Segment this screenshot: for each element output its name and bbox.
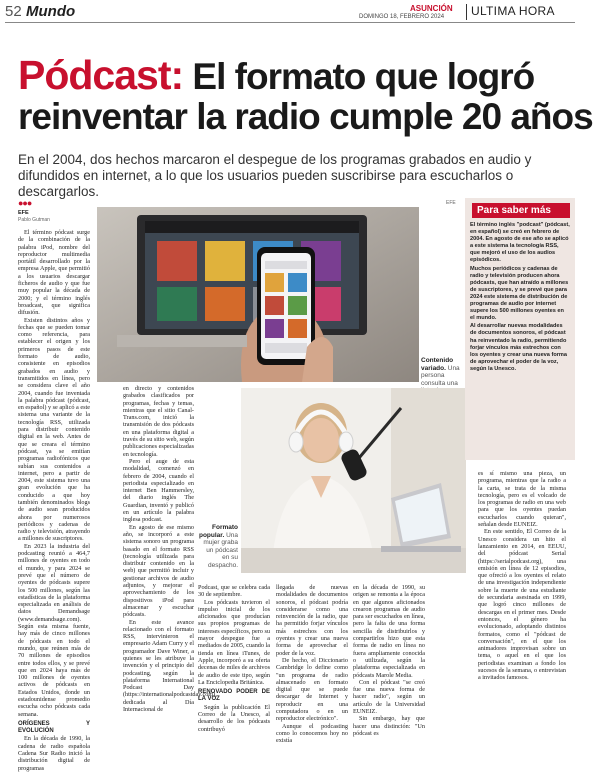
photo-woman-recording [241, 388, 466, 573]
photo2-caption-title: Formato popular. [198, 524, 238, 539]
page-number: 52 [5, 3, 22, 20]
section-name: Mundo [26, 3, 76, 20]
header-divider [466, 4, 467, 20]
article-column-5 [353, 584, 425, 737]
paragraph: es sí mismo una pieza, un programa, mientras que la radio a la carta, se trata de la misma tecnología, pero es el volcado de los programas de radio en una web para que los oyentes puedan escucharlos cuando quieran", señalan desde EUNEIZ. [478, 470, 566, 529]
paragraph: en directo y contenidos grabados clasificados por programas, fechas y temas, mientras que el sitio Canal-Trans.com, inició la transmisión de dos pódcasts en una plataforma digital a través de su sitio web, según publicaciones especializadas en tecnología. [123, 385, 194, 458]
red-dots-ornament: ●●● [18, 198, 32, 208]
article-column-6 [478, 470, 566, 682]
woman-podcast-illustration [241, 388, 466, 573]
sidebar-text [470, 222, 570, 374]
paragraph: En la década de 1990, la cadena de radio española Cadena Sur Radio inició la distribución digital de programas [18, 735, 90, 772]
paragraph: Según la publicación El Correo de la Unesco, al desarrollo de los pódcasts contribuyó [198, 703, 270, 733]
paragraph: llegada de nuevas modalidades de documentos sonoros, el pódcast podría considerarse como una reinvención de la radio, que ha permitido forjar vínculos más estrechos con los oyentes y crear una nueva forma de aprovechar el poder de la voz. [276, 584, 348, 657]
photo-credit: EFE [446, 200, 456, 206]
paragraph: Sin embargo, hay que hacer una distinción: "Un pódcast es [353, 715, 425, 737]
photo1-caption-title: Contenido variado. [421, 357, 454, 372]
photo-podcast-phone [97, 207, 419, 382]
paragraph: En agosto de ese mismo año, se incorporó a este sistema sonoro un programa basado en el formato RSS (tecnología utilizada para distribuir contenido en la web) que permitió incluir y gestionar archivos de audio adjuntos, y mejorar el aprovechamiento de los dispositivos iPod para almacenar y escuchar pódcasts. [123, 523, 194, 619]
paragraph: El término pódcast surge de la combinación de la palabra iPod, nombre del reproductor multimedia portátil desarrollado por la empresa Apple, que permitió a los usuarios descargar ficheros de audio y que fue muy popular la década de 2000; y el término inglés broadcast, que significa difusión. [18, 229, 90, 317]
sidebar-paragraph: Al desarrollar nuevas modalidades de documentos sonoros, el pódcast ha reinventado la radio, permitiendo forjar vínculos más estrechos con los oyentes y crear una nueva forma de aprovechar el poder de la voz, según la Unesco. [470, 323, 567, 372]
headline-line2: reinventar la radio cumple 20 años [18, 96, 593, 137]
paragraph: Pero el auge de esta modalidad, comenzó en febrero de 2004, cuando el periodista especializado en internet Ben Hammersley, del diario inglés The Guardian, inventó y publicó en un artículo la palabra inglesa podcast. [123, 457, 194, 524]
phone-tablet-illustration [97, 207, 419, 382]
headline-highlight: Pódcast: [18, 52, 184, 98]
paragraph: Con el pódcast "se creó fue una nueva forma de hacer radio", según un artículo de la Universidad EUNEIZ. [353, 678, 425, 716]
photo2-caption-text: Una mujer graba un pódcast en su despacho. [203, 531, 238, 569]
header-rule [5, 22, 575, 23]
subhead-origenes: ORÍGENES Y EVOLUCIÓN [18, 720, 90, 735]
photo1-caption-text: Una persona consulta una [421, 364, 460, 387]
byline-author: Pablo Gutman [18, 217, 50, 223]
article-column-2 [123, 385, 217, 714]
paragraph: En 2023 la industria del podcasting reunió a 464,7 millones de oyentes en todo el mundo, y para 2024 se prevé que el número de oyentes de pódcasts supere los 500 millones, según las estadísticas de la plataforma especializada en análisis de datos Demandsage (www.demandsage.com). Según esta misma fuente, hay más de cinco millones de pódcasts en todo el mundo, que reúnen más de 70 millones de episodios entre todos ellos, y se prevé que en 2024 haya más de 100 millones de oyentes activos de pódcasts en Estados Unidos, donde un estadounidense promedio escucha ocho pódcasts cada semana. [18, 542, 90, 718]
article-column-4 [276, 584, 348, 745]
sidebar-title: Para saber más [472, 203, 570, 218]
paragraph: Existen distintos años y fechas que se pueden tomar como referencia, para establecer el origen y los primeros pasos de este formato de audio, consistente en episodios grabados en audio y transmitidos en línea, pero se considera clave el año 2004, cuando fue inventada la palabra pódcast (pódcast, en español) y se aplicó a este sistema una variante de la tecnología RSS, utilizada para distribuir contenido digital en la web. Antes de que se creara el término pódcast, ya se emitían programas radiofónicos que subían sus contenidos a internet, pero a partir de 2004, este sistema tuvo una gran evolución que ha conducido a que hoy también denominados blogs de audio sean producidos ahora por numerosos periódicos y cadenas de radio y televisión, atrayendo a millones de suscriptores. [18, 316, 90, 543]
headline-line1-text: El formato que logró [183, 56, 535, 97]
paragraph: Aunque el podcasting como lo conocemos hoy no existía [276, 722, 348, 745]
article-column-1 [18, 229, 90, 772]
sidebar-paragraph: Muchos periódicos y cadenas de radio y televisión producen ahora pódcasts, que han atraído a millones de suscriptores, y se prevé que para 2024 este sistema de distribución de programas de audio por internet supere los 500 millones oyentes en el mundo. [470, 265, 569, 322]
byline-agency: EFE [18, 210, 29, 216]
paragraph: Podcast, que se celebra cada 30 de septiembre. [198, 584, 270, 599]
city-label: ASUNCIÓN [410, 4, 453, 13]
paragraph: Los pódcasts tuvieron el impulso inicial de los aficionados que producían sus propios programas de intereses específicos, pero su mayor despegue fue a mediados de 2005, cuando la tienda en línea iTunes, de Apple, incorporó a su oferta decenas de miles de archivos de audio de este tipo, según La Enciclopedia Británica. [198, 598, 270, 686]
photo2-caption [198, 524, 238, 569]
article-column-3 [198, 584, 270, 733]
subheadline: En el 2004, dos hechos marcaron el despegue de los programas grabados en audio y difundidos en internet, a lo que los usuarios pueden suscribirse para escucharlos o descargarlos. [18, 152, 532, 199]
sidebar-paragraph: El término inglés "podcast" (pódcast, en español) se creó en febrero de 2004. En agosto de ese año se aplicó a este sistema la tecnología RSS, que mejoró el uso de los audios episódicos. [470, 222, 570, 264]
issue-date: DOMINGO 18, FEBRERO 2024 [359, 14, 445, 20]
newspaper-tag: ULTIMA HORA [471, 4, 555, 18]
paragraph: En este avance relacionado con el formato RSS, intervinieron el empresario Adam Curry y el programador Dave Winer, a quienes se les atribuye la invención y el principio del podcasting, según la plataforma International Podcast Day (https://internationalpodcastday.com), dedicada al Día Internacional de [123, 618, 217, 714]
paragraph: en la década de 1990, su origen se remonta a la época en que algunos aficionados crearon programas de audio para ser escuchados en línea, pero la falta de una forma sencilla de distribuirlos y compartirlos hizo que esta forma de radio en línea no fuera ampliamente conocida o utilizada, según la plataforma especializada en pódcasts Marole Media. [353, 584, 425, 679]
paragraph: De hecho, el Diccionario Cambridge lo define como "un programa de radio almacenado en formato digital que se puede descargar de Internet y reproducir en una computadora o en un reproductor electrónico". [276, 656, 348, 723]
headline-line1 [18, 52, 534, 99]
subhead-voz: RENOVADO PODER DE LA VOZ [198, 689, 270, 703]
paragraph: En este sentido, El Correo de la Unesco considera un hito el lanzamiento en 2014, en EEUU, del pódcast Serial (https://serialpodcast.org), una emisión en línea de 12 episodios, que ofreció a los oyentes el relato de una investigación independiente sobre la muerte de una estudiante de secundaria asesinada en 1999, que logró cinco millones de descargas en el primer mes. Desde entonces, el género ha evolucionado, adoptando distintos formatos, como el "pódcast de conversación", en el que los animadores improvisan sobre un tema, o aquel en el que los periodistas examinan a fondo los sucesos de la semana, o entrevistan a invitados famosos. [478, 528, 566, 682]
